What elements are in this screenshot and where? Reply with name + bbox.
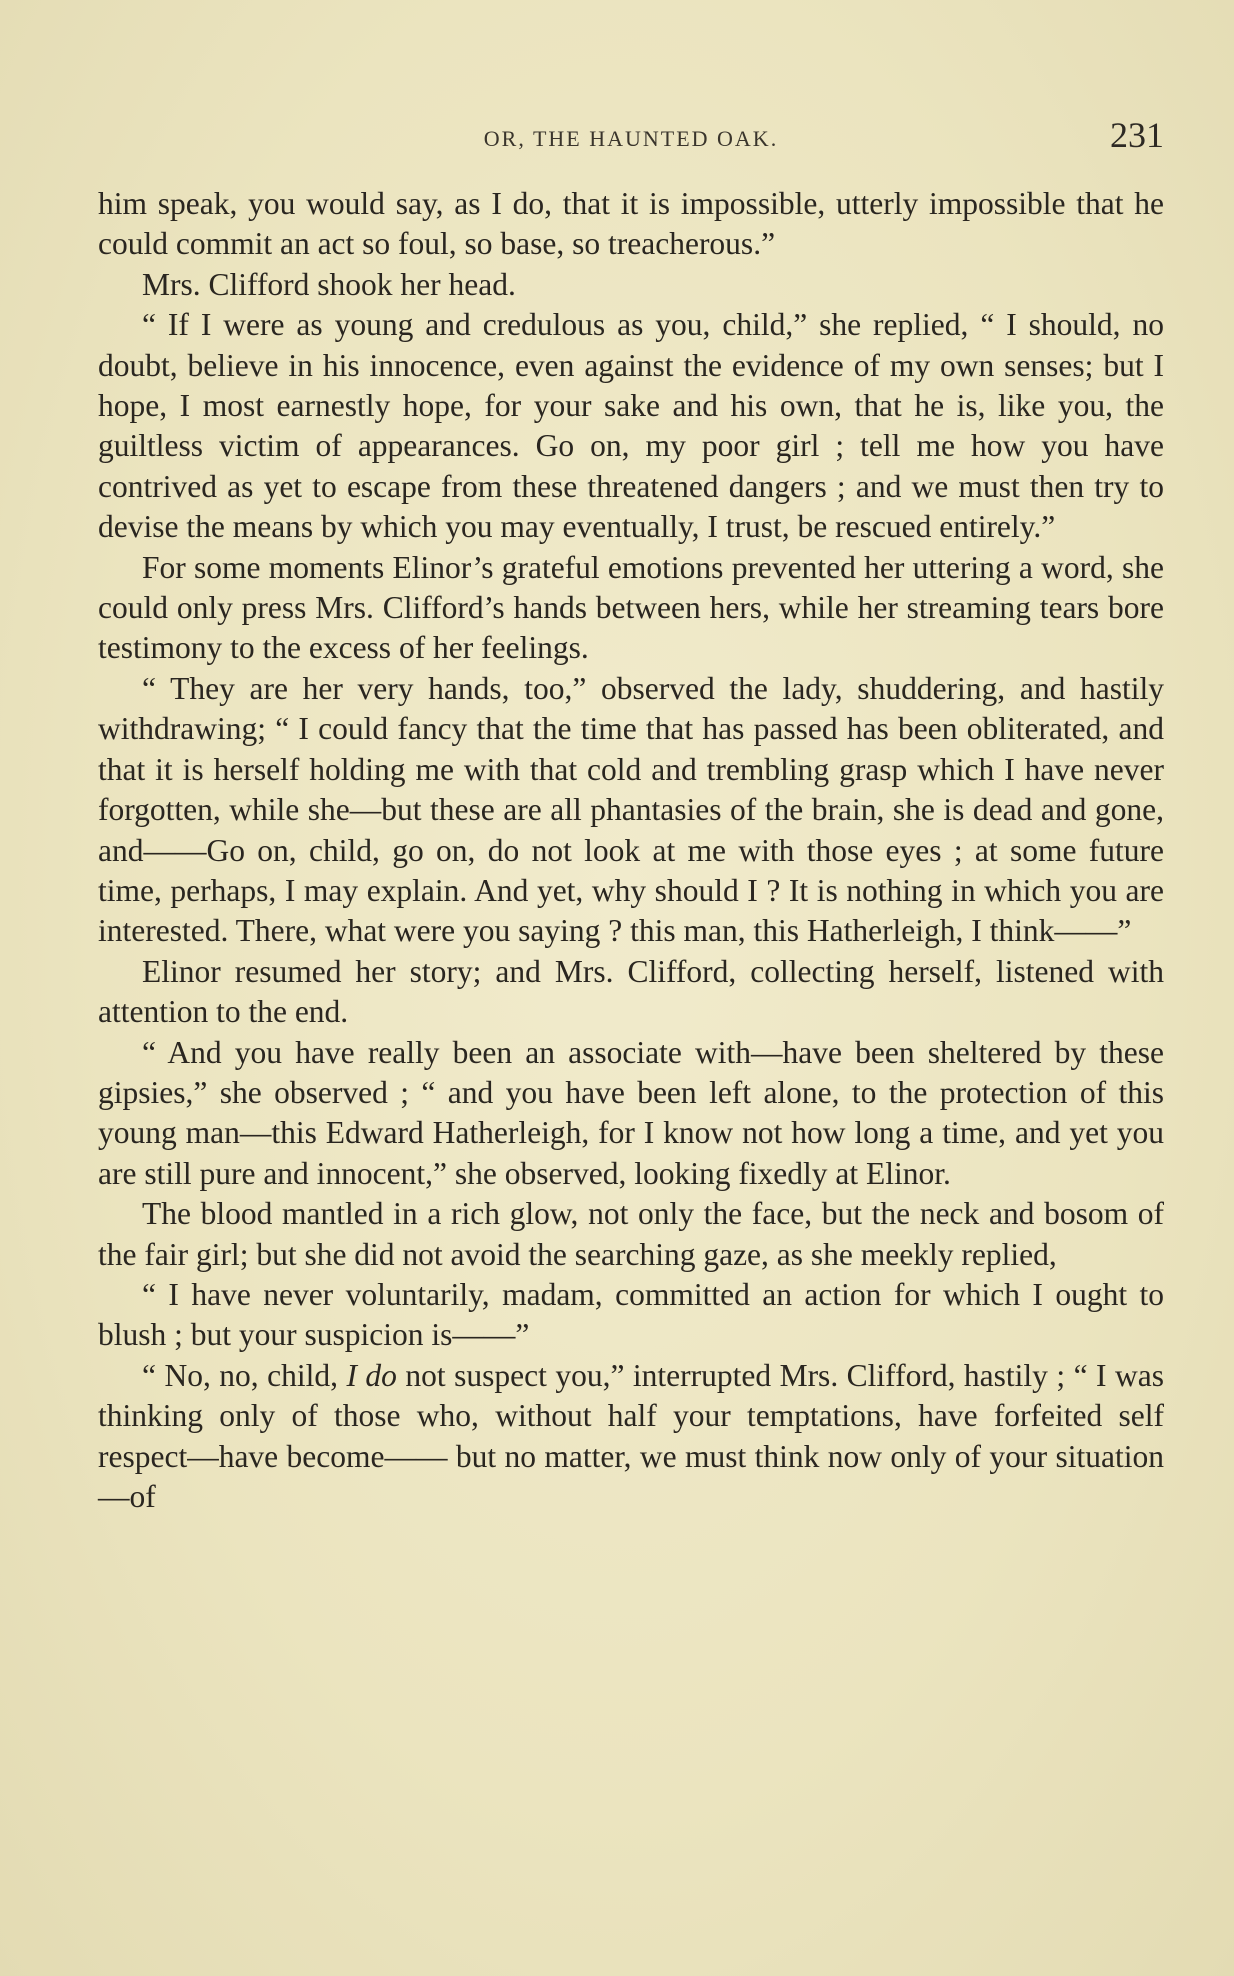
paragraph: “ I have never voluntarily, madam, committed an action for which I ought to blush ; but your suspicion is——” xyxy=(98,1276,1164,1353)
paragraph: “ And you have really been an associate with—have been sheltered by these gipsies,” she observed ; “ and you have been left alone, to the protection of this young man—this Edward Hatherleigh, for I know not how long a time, and yet you are still pure and innocent,” she observed, looking fixedly at Elinor. xyxy=(98,1034,1164,1191)
italic-emphasis: I do xyxy=(346,1357,397,1393)
running-title: OR, THE HAUNTED OAK. xyxy=(483,126,779,151)
paragraph: Mrs. Clifford shook her head. xyxy=(142,266,516,302)
paragraph: “ They are her very hands, too,” observed the lady, shuddering, and hastily withdrawing; “ I could fancy that the time that has passed has been obliterated, and that it is herself holding me with that cold and trembling grasp which I have never forgotten, while she—but these are all phantasies of the brain, she is dead and gone, and——Go on, child, go on, do not look at me with those eyes ; at some future time, perhaps, I may explain. And yet, why should I ? It is nothing in which you are interested. There, what were you saying ? this man, this Hatherleigh, I think——” xyxy=(98,670,1164,949)
text-run: “ No, no, child, xyxy=(142,1357,347,1393)
paragraph-last xyxy=(98,1356,1164,1518)
body-text xyxy=(98,184,1164,1517)
paragraph: The blood mantled in a rich glow, not only the face, but the neck and bosom of the fair girl; but she did not avoid the searching gaze, as she meekly replied, xyxy=(98,1196,1164,1272)
paragraph: Elinor resumed her story; and Mrs. Clifford, collecting herself, listened with attention to the end. xyxy=(98,953,1164,1030)
text-run: not suspect you,” interrupted Mrs. Clifford, hastily ; “ I was thinking only of those who, without half your temptations, have forfeited self respect—have become—— but no matter, we must think now only of your situation—of xyxy=(98,1357,1164,1514)
paragraph: him speak, you would say, as I do, that it is impossible, utterly impossible that he could commit an act so foul, so base, so treacherous.” xyxy=(98,186,1164,262)
paragraph: “ If I were as young and credulous as you, child,” she replied, “ I should, no doubt, believe in his innocence, even against the evidence of my own senses; but I hope, I most earnestly hope, for your sake and his own, that he is, like you, the guiltless victim of appearances. Go on, my poor girl ; tell me how you have contrived as yet to escape from these threatened dangers ; and we must then try to devise the means by which you may eventually, I trust, be rescued entirely.” xyxy=(98,307,1164,545)
paragraph: For some moments Elinor’s grateful emotions prevented her uttering a word, she could only press Mrs. Clifford’s hands between hers, while her streaming tears bore testimony to the excess of her feelings. xyxy=(98,549,1164,666)
running-head xyxy=(98,114,1164,164)
page-number: 231 xyxy=(1110,115,1164,155)
